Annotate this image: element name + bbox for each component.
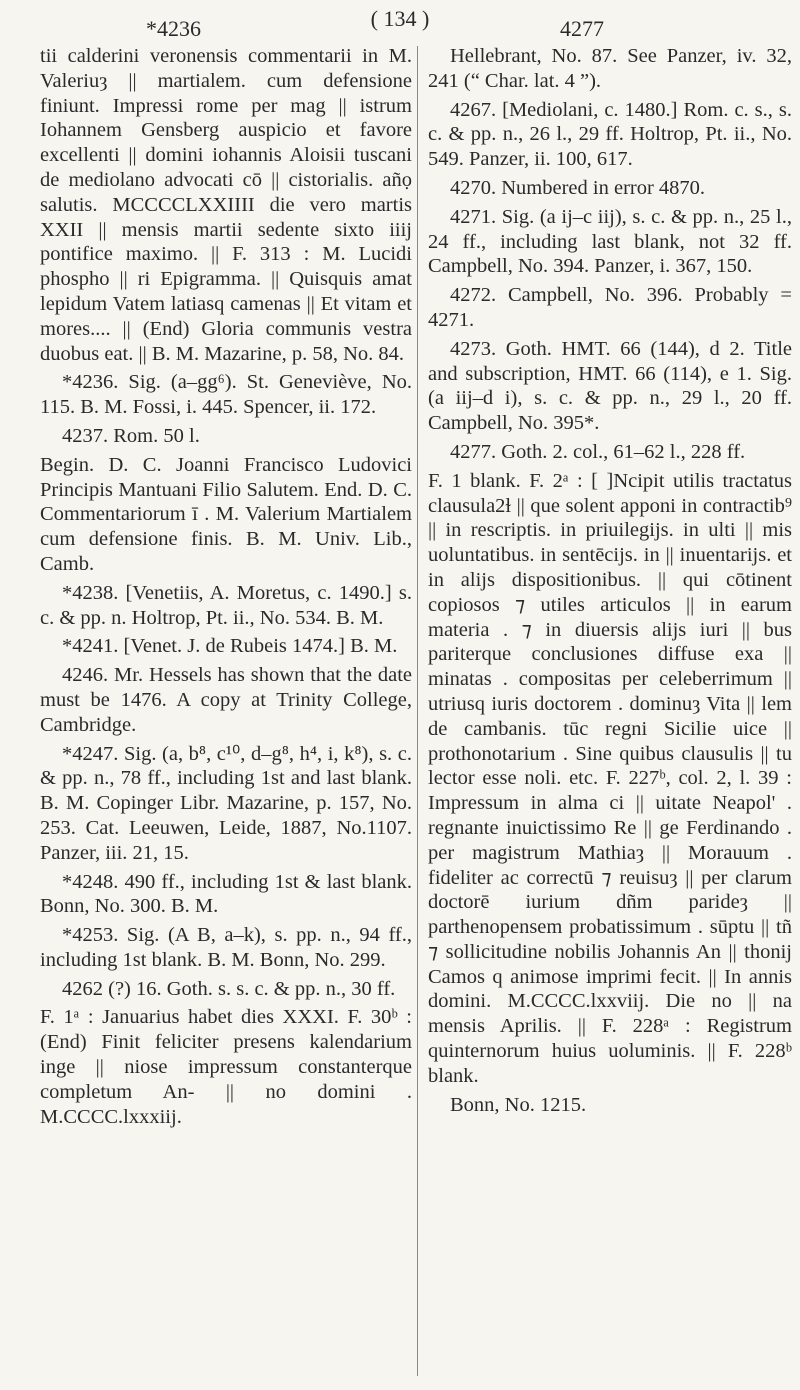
- paragraph: 4277. Goth. 2. col., 61–62 l., 228 ff.: [450, 440, 746, 463]
- paragraph: Hellebrant, No. 87. See Panzer, iv. 32, 241 (“ Char. lat. 4 ”).: [428, 45, 792, 92]
- paragraph: *4236. Sig. (a–gg⁶). St. Geneviève, No. 115. B. M. Fossi, i. 445. Spencer, ii. 172.: [40, 371, 412, 419]
- paragraph: Begin. D. C. Joanni Francisco Ludovici Principis Mantuani Filio Salutem. End. D. C. Commentariorum ī . M. Valerium Martialem cum defensione finis. B. M. Univ. Lib., Camb.: [40, 453, 412, 575]
- paragraph: Bonn, No. 1215.: [450, 1093, 587, 1116]
- paragraph: *4238. [Venetiis, A. Moretus, c. 1490.] s. c. & pp. n. Holtrop, Pt. ii., No. 534. B. M.: [40, 581, 412, 629]
- column-divider: [417, 46, 418, 1376]
- paragraph: F. 1 blank. F. 2ᵃ : [ ]Ncipit utilis tractatus clausula2ɫ || que solent apponi in contractib⁹ || in rescriptis. in priuilegijs. in ulti || mis uoluntatibus. in sentēcijs. in || inuentarijs. et in alijs dispositionibus. || qui cōtinent copiosos ⁊ utiles articulos || in earum materia . ⁊ in diuersis alijs iuri || bus pariterque conclusiones diffuse exa || minatas . compositas per celeberrimum || utriusq iuris doctorem . dominuȝ Vita || lem de cambanis. tūc regni Sicilie uice || prothonotarium . Sine quibus clausulis || tu lector esse noli. etc. F. 227ᵇ, col. 2, l. 39 : Impressum in alma ci || uitate Neapol' . regnante inuictissimo Re || ge Ferdinando . per magistrum Mathiaȝ || Morauum . fideliter ac correctū ⁊ reuisuȝ || per clarum doctorē iurium dñm parideȝ || parthenopensem probatissimum . sūptu || tñ ⁊ sollicitudine nobilis Johannis An || thonij Camos q animose imprimi fecit. || In annis domini. M.CCCC.lxxviij. Die no || na mensis Aprilis. || F. 228ᵃ : Registrum quinternorum huius uoluminis. || F. 228ᵇ blank.: [428, 469, 792, 1087]
- paragraph: 4262 (?) 16. Goth. s. s. c. & pp. n., 30 ff.: [62, 977, 396, 1000]
- left-column: [40, 44, 412, 1133]
- paragraph: *4241. [Venet. J. de Rubeis 1474.] B. M.: [62, 635, 398, 658]
- paragraph: 4237. Rom. 50 l.: [62, 424, 200, 447]
- paragraph: tii calderini veronensis commentarii in M. Valeriuȝ || martialem. cum defensione finiunt. Impressi rome per mag || istrum Iohannem Gensberg auspicio et favore excellenti || domini iohannis Aloisii tuscani de mediolano advocati cō || cistorialis. añọ salutis. MCCCCLXXIIII die vero martis XXII || mensis martii sedente sixto iiij pontifice maximo. || F. 313 : M. Lucidi phospho || ri Epigramma. || Quisquis amat lepidum Vatem latiasq camenas || Et vitam et mores.... || (End) Gloria communis vestra duobus eat. || B. M. Mazarine, p. 58, No. 84.: [40, 45, 412, 365]
- right-running-heading: 4277: [560, 16, 604, 41]
- paragraph: *4248. 490 ff., including 1st & last blank. Bonn, No. 300. B. M.: [40, 870, 412, 918]
- paragraph: 4272. Campbell, No. 396. Probably = 4271.: [428, 284, 792, 331]
- page-number: ( 134 ): [370, 6, 430, 31]
- right-column: [428, 44, 792, 1121]
- paragraph: 4267. [Mediolani, c. 1480.] Rom. c. s., s. c. & pp. n., 26 l., 29 ff. Holtrop, Pt. ii., No. 549. Panzer, ii. 100, 617.: [428, 98, 792, 171]
- paragraph: F. 1ᵃ : Januarius habet dies XXXI. F. 30ᵇ : (End) Finit feliciter presens kalendarium inge || niose impressum constanterque completum An- || no domini . M.CCCC.lxxxiij.: [40, 1006, 412, 1128]
- paragraph: *4253. Sig. (A B, a–k), s. pp. n., 94 ff., including 1st blank. B. M. Bonn, No. 299.: [40, 924, 412, 971]
- paragraph: 4246. Mr. Hessels has shown that the date must be 1476. A copy at Trinity College, Cambridge.: [40, 664, 412, 736]
- paragraph: *4247. Sig. (a, b⁸, c¹⁰, d–g⁸, h⁴, i, k⁸), s. c. & pp. n., 78 ff., including 1st and last blank. B. M. Copinger Libr. Mazarine, p. 157, No. 253. Cat. Leeuwen, Leide, 1887, No.1107. Panzer, iii. 21, 15.: [40, 742, 412, 864]
- paragraph: 4271. Sig. (a ij–c iij), s. c. & pp. n., 25 l., 24 ff., including last blank, not 32 ff. Campbell, No. 394. Panzer, i. 367, 150.: [428, 205, 792, 278]
- paragraph: 4270. Numbered in error 4870.: [450, 176, 706, 199]
- paragraph: 4273. Goth. HMT. 66 (144), d 2. Title and subscription, HMT. 66 (114), e 1. Sig. (a iij–d i), s. c. & pp. n., 29 l., 20 ff. Campbell, No. 395*.: [428, 337, 792, 435]
- left-running-heading: *4236: [146, 16, 201, 41]
